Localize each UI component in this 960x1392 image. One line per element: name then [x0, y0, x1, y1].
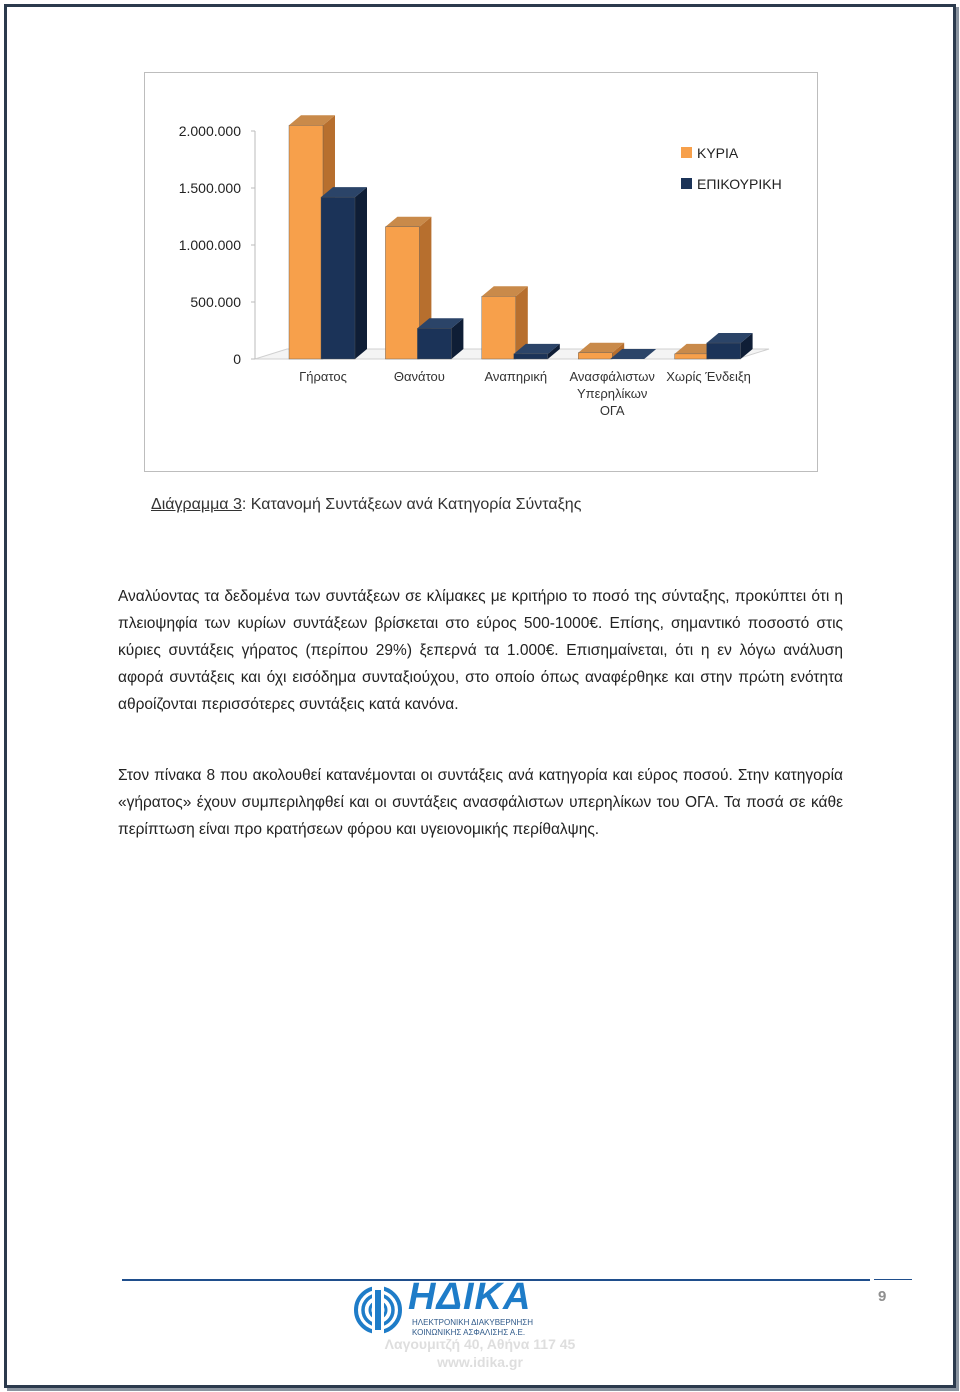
bar [289, 125, 323, 359]
body-paragraph-2: Στον πίνακα 8 που ακολουθεί κατανέμονται οι συντάξεις ανά κατηγορία και εύρος ποσού. Στην κατηγορία «γήρατος» έχουν συμπεριληφθεί και οι συντάξεις ανασφάλιστων υπερηλίκων του ΟΓΑ. Τα ποσά σε κάθε περίπτωση είναι προ κρατήσεων φόρου και υγειονομικής περίθαλψης. [118, 767, 843, 838]
y-tick-label: 0 [233, 351, 241, 367]
logo-subtitle-line-2: ΚΟΙΝΩΝΙΚΗΣ ΑΣΦΑΛΙΣΗΣ Α.Ε. [412, 1328, 526, 1337]
x-tick-label: Υπερηλίκων [576, 386, 648, 401]
logo-wordmark: ΗΔΙΚΑ [408, 1276, 532, 1318]
bar [514, 354, 548, 359]
footer-divider-short [874, 1279, 912, 1280]
chart-caption [151, 496, 581, 514]
bar [707, 343, 741, 359]
legend-label: ΚΥΡΙΑ [697, 145, 739, 161]
logo-subtitle [412, 1318, 533, 1338]
legend-swatch [681, 147, 692, 158]
bar-chart [145, 73, 817, 471]
footer-website: www.idika.gr [437, 1354, 523, 1370]
caption-label: Διάγραμμα 3 [151, 496, 242, 513]
caption-text: : Κατανομή Συντάξεων ανά Κατηγορία Σύνταξης [241, 496, 582, 513]
y-tick-label: 2.000.000 [178, 123, 241, 139]
y-tick-label: 1.500.000 [178, 180, 241, 196]
bar [321, 197, 355, 359]
x-tick-label: Θανάτου [393, 369, 445, 384]
y-tick-label: 500.000 [190, 294, 241, 310]
footer-address: Λαγουμιτζή 40, Αθήνα 117 45 [384, 1336, 576, 1352]
x-tick-label: Αναπηρική [484, 369, 548, 384]
logo-subtitle-line-1: ΗΛΕΚΤΡΟΝΙΚΗ ΔΙΑΚΥΒΕΡΝΗΣΗ [412, 1318, 533, 1327]
bar [675, 354, 709, 359]
bar-side [355, 187, 367, 359]
bar [417, 328, 451, 359]
page-number: 9 [878, 1288, 887, 1305]
x-tick-label: Ανασφάλιστων [569, 369, 655, 384]
x-tick-label: ΟΓΑ [599, 403, 625, 418]
x-tick-label: Χωρίς Ένδειξη [666, 369, 751, 384]
idika-logo-icon [352, 1284, 404, 1336]
x-tick-label: Γήρατος [299, 369, 347, 384]
legend-label: ΕΠΙΚΟΥΡΙΚΗ [697, 176, 782, 192]
legend-swatch [681, 178, 692, 189]
chart-container [144, 72, 818, 472]
body-paragraph-1: Αναλύοντας τα δεδομένα των συντάξεων σε κλίμακες με κριτήριο το ποσό της σύνταξης, προκύπτει ότι η πλειοψηφία των κυρίων συντάξεων βρίσκεται στο εύρος 500-1000€. Επίσης, σημαντικό ποσοστό στις κύριες συντάξεις γήρατος (περίπου 29%) ξεπερνά τα 1.000€. Επισημαίνεται, ότι η εν λόγω ανάλυση αφορά συντάξεις και όχι εισόδημα συνταξιούχου, στο οποίο όπως αναφέρθηκε και στην πρώτη ενότητα αθροίζονται περισσότερες συντάξεις κατά κανόνα. [118, 588, 843, 713]
bar [578, 353, 612, 359]
bar [385, 227, 419, 359]
bar [482, 296, 516, 359]
y-tick-label: 1.000.000 [178, 237, 241, 253]
